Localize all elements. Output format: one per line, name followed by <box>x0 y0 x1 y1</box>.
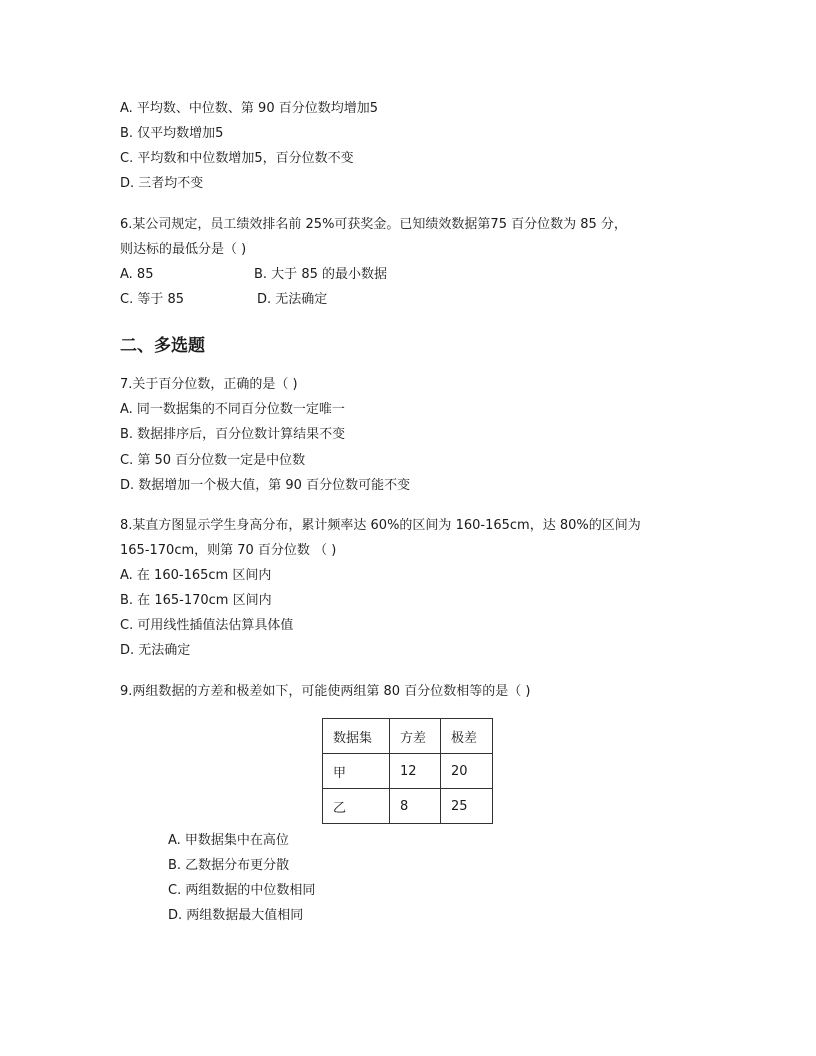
q6-option-c: C. 等于 85 <box>120 292 185 307</box>
q6-stem-line1: 6.某公司规定，员工绩效排名前 25%可获奖金。已知绩效数据第75 百分位数为 85 分， <box>120 217 627 232</box>
q7-option-a: A. 同一数据集的不同百分位数一定唯一 <box>120 402 345 417</box>
q8-option-c: C. 可用线性插值法估算具体值 <box>120 618 294 633</box>
table-header-cell: 方差 <box>390 719 441 754</box>
q8-option-b: B. 在 165-170cm 区间内 <box>120 593 272 608</box>
table-header-cell: 数据集 <box>323 719 390 754</box>
table-header-row <box>323 719 493 754</box>
q8-option-d: D. 无法确定 <box>120 643 191 658</box>
section-title-multiple-choice: 二、多选题 <box>120 336 205 356</box>
q6-option-a: A. 85 <box>120 267 154 282</box>
table-cell: 12 <box>390 754 441 789</box>
q9-option-b: B. 乙数据分布更分散 <box>168 858 290 873</box>
q7-option-c: C. 第 50 百分位数一定是中位数 <box>120 453 306 468</box>
q9-option-a: A. 甲数据集中在高位 <box>168 833 289 848</box>
q9-option-c: C. 两组数据的中位数相同 <box>168 883 316 898</box>
q5-option-c: C. 平均数和中位数增加5，百分位数不变 <box>120 151 354 166</box>
q6-stem-line2: 则达标的最低分是（ ) <box>120 242 247 257</box>
q9-option-d: D. 两组数据最大值相同 <box>168 908 304 923</box>
q7-option-d: D. 数据增加一个极大值，第 90 百分位数可能不变 <box>120 478 411 493</box>
table-row <box>323 789 493 824</box>
table-cell: 乙 <box>323 789 390 824</box>
table-header-cell: 极差 <box>441 719 493 754</box>
q5-option-b: B. 仅平均数增加5 <box>120 126 224 141</box>
q7-option-b: B. 数据排序后，百分位数计算结果不变 <box>120 427 346 442</box>
q8-stem-line1: 8.某直方图显示学生身高分布，累计频率达 60%的区间为 160-165cm，达 80%的区间为 <box>120 518 641 533</box>
table-cell: 25 <box>441 789 493 824</box>
q9-stem: 9.两组数据的方差和极差如下，可能使两组第 80 百分位数相等的是（ ) <box>120 684 531 699</box>
table-cell: 20 <box>441 754 493 789</box>
q5-option-d: D. 三者均不变 <box>120 176 204 191</box>
q9-data-table <box>322 718 493 824</box>
q5-option-a: A. 平均数、中位数、第 90 百分位数均增加5 <box>120 101 379 116</box>
q6-option-d: D. 无法确定 <box>257 292 328 307</box>
q8-stem-line2: 165-170cm，则第 70 百分位数 （ ) <box>120 543 337 558</box>
q8-option-a: A. 在 160-165cm 区间内 <box>120 568 272 583</box>
table-cell: 8 <box>390 789 441 824</box>
table-cell: 甲 <box>323 754 390 789</box>
table-row <box>323 754 493 789</box>
q7-stem: 7.关于百分位数，正确的是（ ) <box>120 377 298 392</box>
q6-option-b: B. 大于 85 的最小数据 <box>254 267 387 282</box>
